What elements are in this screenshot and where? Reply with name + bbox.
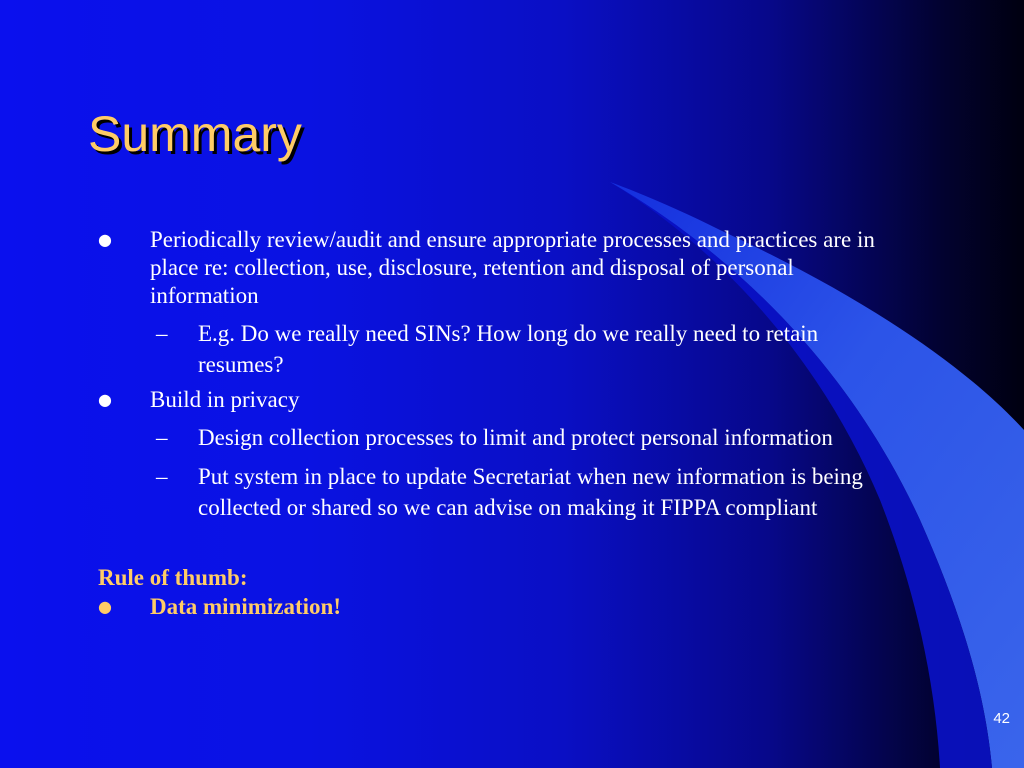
dash-icon: – — [156, 425, 168, 450]
sub-bullet-item — [98, 461, 938, 523]
slide-body — [98, 226, 938, 621]
dash-icon: – — [156, 321, 168, 346]
sub-bullet-text: Put system in place to update Secretariat when new information is being collected or shared so we can advise on making it FIPPA compliant — [198, 464, 863, 520]
bullet-dot-icon: ● — [98, 230, 112, 249]
rule-of-thumb-block — [98, 563, 938, 621]
bullet-dot-icon: ● — [98, 597, 112, 616]
rule-of-thumb-text: Data minimization! — [150, 594, 342, 619]
sub-bullet-text: E.g. Do we really need SINs? How long do we really need to retain resumes? — [198, 321, 819, 377]
sub-bullet-item — [98, 422, 858, 453]
slide-title: Summary — [88, 106, 302, 162]
slide-number: 42 — [993, 710, 1010, 727]
bullet-item — [98, 386, 938, 414]
sub-bullet-text: Design collection processes to limit and protect personal information — [198, 425, 833, 450]
dash-icon: – — [156, 464, 168, 489]
rule-of-thumb-item — [98, 593, 938, 621]
bullet-text: Periodically review/audit and ensure appropriate processes and practices are in place re: collection, use, disclosure, retention and disposal of personal information — [150, 227, 875, 308]
bullet-dot-icon: ● — [98, 390, 112, 409]
bullet-item — [98, 226, 902, 310]
rule-of-thumb-heading: Rule of thumb: — [98, 565, 248, 590]
sub-bullet-item — [98, 318, 908, 380]
bullet-text: Build in privacy — [150, 387, 300, 412]
